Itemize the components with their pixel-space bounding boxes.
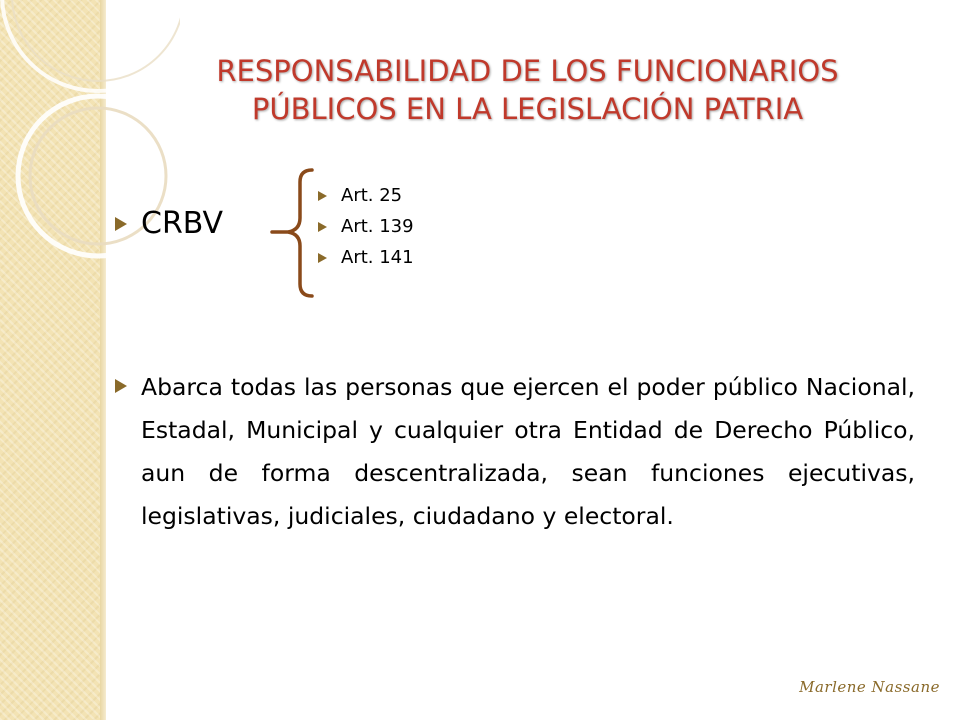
article-item: [318, 242, 414, 273]
article-label: Art. 25: [341, 185, 403, 206]
slide-title: RESPONSABILIDAD DE LOS FUNCIONARIOS PÚBLICOS EN LA LEGISLACIÓN PATRIA: [216, 54, 839, 126]
description-item: [115, 366, 915, 538]
description-paragraph: Abarca todas las personas que ejercen el poder público Nacional, Estadal, Municipal y cualquier otra Entidad de Derecho Público, aun de forma descentralizada, sean funciones ejecutivas, legislativas, judiciales, ciudadano y electoral.: [141, 373, 915, 530]
crbv-label: CRBV: [141, 206, 223, 241]
arrow-bullet-icon: [318, 253, 327, 263]
article-list: [318, 180, 414, 273]
article-item: [318, 211, 414, 242]
article-item: [318, 180, 414, 211]
decorative-circles: [0, 0, 180, 300]
article-label: Art. 139: [341, 216, 414, 237]
article-label: Art. 141: [341, 247, 414, 268]
arrow-bullet-icon: [115, 217, 127, 231]
arrow-bullet-icon: [115, 379, 127, 393]
author-signature: Marlene Nassane: [799, 678, 940, 696]
crbv-item: [115, 206, 223, 241]
arrow-bullet-icon: [318, 222, 327, 232]
left-brace-icon: [270, 166, 318, 302]
arrow-bullet-icon: [318, 191, 327, 201]
